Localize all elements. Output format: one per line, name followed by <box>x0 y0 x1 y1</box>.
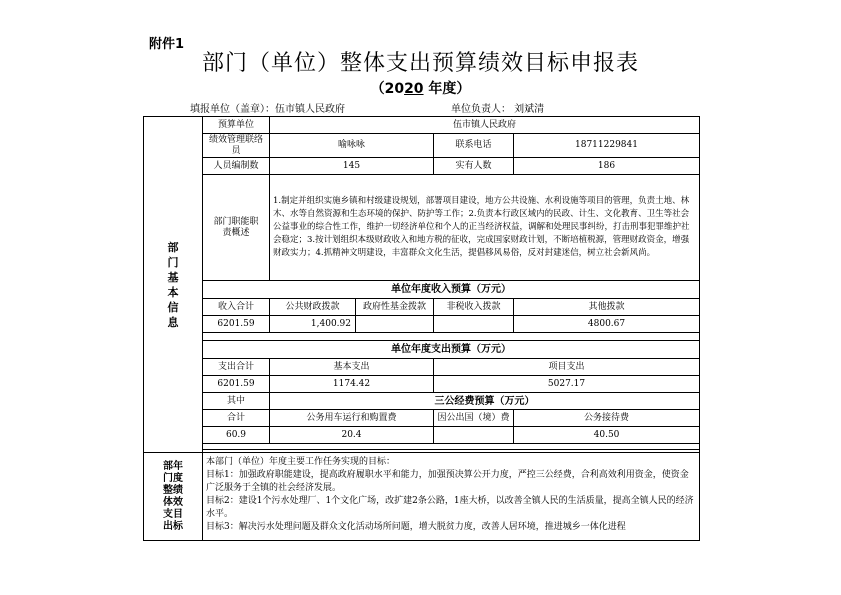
fill-unit-label: 填报单位（盖章）：伍市镇人民政府 <box>190 104 345 115</box>
staff-label: 人员编制数 <box>203 158 270 175</box>
year-prefix: （20 <box>370 81 405 97</box>
goal-line-4: 目标3：解决污水处理问题及群众文化活动场所问题，增大脱贫力度，改善人居环境，推进城乡一体化进程 <box>206 522 626 532</box>
expense-project-value: 5027.17 <box>434 376 700 393</box>
three-car-label: 公务用车运行和购置费 <box>270 410 434 427</box>
expense-basic-label: 基本支出 <box>270 359 434 376</box>
budget-unit-value: 伍市镇人民政府 <box>270 117 700 134</box>
three-abroad-value <box>434 427 514 444</box>
three-abroad-label: 因公出国（境）费 <box>434 410 514 427</box>
income-fund-value <box>356 316 434 333</box>
expense-title: 单位年度支出预算（万元） <box>203 341 700 359</box>
year-label <box>0 78 841 98</box>
actual-staff-value: 186 <box>514 158 700 175</box>
contact-value: 喻咏咏 <box>270 134 434 158</box>
attachment-label: 附件1 <box>149 37 185 52</box>
year-suffix: 年度） <box>423 81 471 97</box>
income-public-label: 公共财政拨款 <box>270 299 356 316</box>
expense-project-label: 项目支出 <box>434 359 700 376</box>
duty-label: 部门职能职责概述 <box>203 175 270 281</box>
income-title: 单位年度收入预算（万元） <box>203 281 700 299</box>
goals-text <box>203 453 700 541</box>
goal-line-2: 目标1：加强政府职能建设，提高政府履职水平和能力，加强预决算公开力度，严控三公经费，合利高效利用资金，使资金广泛服务于全镇的社会经济发展。 <box>206 470 689 493</box>
duty-text: 1.制定并组织实施乡镇和村级建设规划，部署项目建设，地方公共设施、水利设施等项目的管理，负责土地、林木、水等自然资源和生态环境的保护、防护等工作；2.负责本行政区域内的民政、计生、文化教育、卫生等社会公益事业的综合性工作，维护一切经济单位和个人的正当经济权益，调解和处理民事纠纷，打击刑事犯罪维护社会稳定；3.按计划组织本级财政收入和地方税的征收，完成国家财政计划，不断培植税源，管理财政资金，增强财政实力；4.抓精神文明建设，丰富群众文化生活，提倡移风易俗，反对封建迷信，树立社会新风尚。 <box>270 175 700 281</box>
among-label: 其中 <box>203 393 270 410</box>
actual-staff-label: 实有人数 <box>434 158 514 175</box>
income-other-value: 4800.67 <box>514 316 700 333</box>
three-reception-value: 40.50 <box>514 427 700 444</box>
page-title: 部门（单位）整体支出预算绩效目标申报表 <box>201 51 639 76</box>
income-total-label: 收入合计 <box>203 299 270 316</box>
income-total-value: 6201.59 <box>203 316 270 333</box>
three-total-label: 合计 <box>203 410 270 427</box>
staff-value: 145 <box>270 158 434 175</box>
three-title: 三公经费预算（万元） <box>270 393 700 410</box>
three-reception-label: 公务接待费 <box>514 410 700 427</box>
goal-line-1: 本部门（单位）年度主要工作任务实现的目标： <box>206 457 396 467</box>
income-nontax-label: 非税收入拨款 <box>434 299 514 316</box>
expense-total-label: 支出合计 <box>203 359 270 376</box>
section-basic-info: 部门基本信息 <box>144 117 203 453</box>
income-other-label: 其他拨款 <box>514 299 700 316</box>
three-car-value: 20.4 <box>270 427 434 444</box>
expense-total-value: 6201.59 <box>203 376 270 393</box>
income-fund-label: 政府性基金拨款 <box>356 299 434 316</box>
expense-basic-value: 1174.42 <box>270 376 434 393</box>
year-underlined: 20 <box>404 81 424 97</box>
unit-leader-label: 单位负责人： 刘斌清 <box>451 104 545 115</box>
contact-label: 绩效管理联络员 <box>203 134 270 158</box>
spacer-row <box>203 333 700 341</box>
section-goals: 部年门度整绩体效支目出标 <box>144 453 203 541</box>
budget-unit-label: 预算单位 <box>203 117 270 134</box>
performance-table <box>143 116 700 541</box>
goal-line-3: 目标2：建设1个污水处理厂、1个文化广场，改扩建2条公路，1座大桥，以改善全镇人民的生活质量，提高全镇人民的经济水平。 <box>206 496 694 519</box>
three-total-value: 60.9 <box>203 427 270 444</box>
phone-value: 18711229841 <box>514 134 700 158</box>
income-nontax-value <box>434 316 514 333</box>
phone-label: 联系电话 <box>434 134 514 158</box>
income-public-value: 1,400.92 <box>270 316 356 333</box>
